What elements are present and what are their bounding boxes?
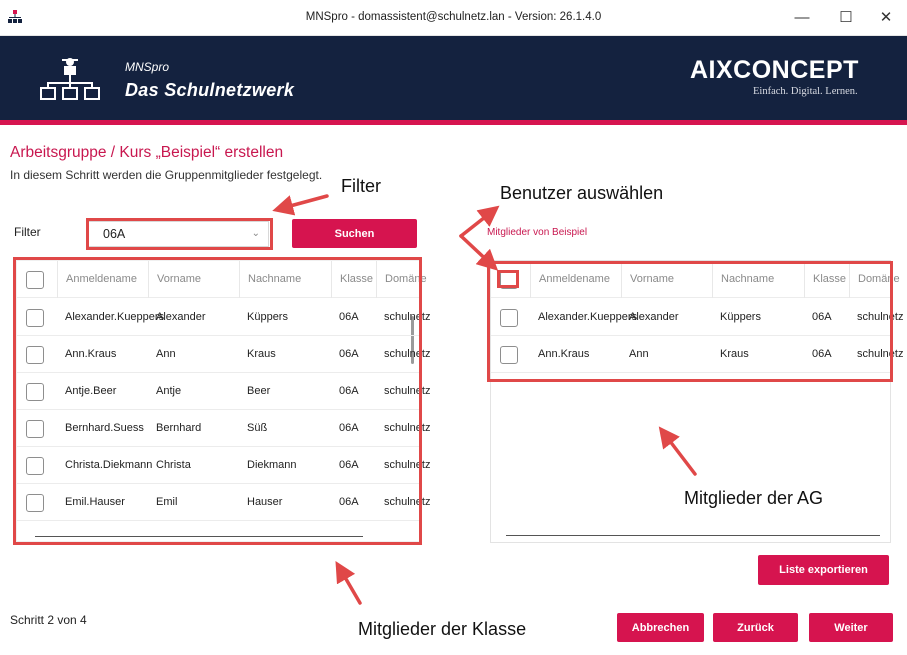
row-checkbox[interactable]	[500, 309, 518, 327]
cell-first: Alexander	[629, 311, 679, 323]
cell-domain: schulnetz	[384, 459, 431, 471]
table-row[interactable]	[17, 336, 431, 373]
column-header[interactable]: Domäne	[849, 261, 893, 298]
annotation-label-group-members: Mitglieder der AG	[684, 488, 824, 508]
table-header-row	[17, 261, 427, 298]
cell-login: Ann.Kraus	[538, 348, 590, 360]
row-checkbox[interactable]	[26, 383, 44, 401]
cell-class: 06A	[339, 496, 359, 508]
cell-last: Beer	[247, 385, 271, 397]
table-row[interactable]	[17, 373, 431, 410]
cell-last: Süß	[247, 422, 268, 434]
column-header[interactable]: Klasse	[331, 261, 375, 298]
class-filter-select[interactable]	[88, 221, 269, 247]
checkbox-column-header	[17, 261, 57, 298]
next-button[interactable]: Weiter	[809, 613, 893, 642]
checkbox-column-header	[491, 261, 530, 298]
title-bar	[0, 0, 907, 36]
cell-class: 06A	[812, 311, 832, 323]
horizontal-scrollbar[interactable]	[35, 536, 363, 537]
row-checkbox[interactable]	[26, 494, 44, 512]
cell-domain: schulnetz	[384, 422, 431, 434]
column-header[interactable]: Vorname	[621, 261, 711, 298]
cell-first: Antje	[156, 385, 182, 397]
row-checkbox[interactable]	[26, 309, 44, 327]
page-subtitle: In diesem Schritt werden die Gruppenmitglieder festgelegt.	[10, 168, 323, 182]
cell-first: Christa	[156, 459, 191, 471]
cell-last: Küppers	[720, 311, 761, 323]
cell-login: Ann.Kraus	[65, 348, 117, 360]
export-list-button[interactable]: Liste exportieren	[758, 555, 889, 585]
horizontal-scrollbar[interactable]	[506, 535, 880, 536]
cell-class: 06A	[339, 459, 359, 471]
class-members-table[interactable]	[16, 260, 431, 542]
cell-login: Alexander.Kueppers	[538, 311, 638, 323]
annotation-label-select-users: Benutzer auswählen	[500, 183, 664, 203]
page-title: Arbeitsgruppe / Kurs „Beispiel“ erstellen	[10, 144, 284, 161]
cell-login: Alexander.Kueppers	[65, 311, 165, 323]
filter-value: 06A	[103, 227, 126, 241]
arrow-to-filter	[279, 196, 327, 209]
column-header[interactable]: Anmeldename	[57, 261, 147, 298]
column-header[interactable]: Vorname	[148, 261, 238, 298]
company-logo: AIXCONCEPT	[690, 56, 859, 84]
table-row[interactable]	[491, 336, 904, 373]
cell-last: Kraus	[247, 348, 276, 360]
cell-class: 06A	[339, 311, 359, 323]
cell-first: Ann	[629, 348, 649, 360]
cell-last: Küppers	[247, 311, 288, 323]
cell-domain: schulnetz	[857, 311, 904, 323]
cell-domain: schulnetz	[384, 348, 431, 360]
window-title: MNSpro - domassistent@schulnetz.lan - Version: 26.1.4.0	[305, 11, 602, 23]
cell-first: Bernhard	[156, 422, 202, 434]
cell-class: 06A	[339, 385, 359, 397]
cell-last: Hauser	[247, 496, 283, 508]
column-header[interactable]: Nachname	[712, 261, 803, 298]
arrow-to-select-all	[461, 236, 493, 266]
table-row[interactable]	[17, 484, 431, 521]
cell-domain: schulnetz	[384, 496, 431, 508]
banner-accent-strip	[0, 120, 907, 125]
cell-login: Bernhard.Suess	[65, 422, 144, 434]
cell-last: Diekmann	[247, 459, 297, 471]
company-claim: Einfach. Digital. Lernen.	[753, 86, 858, 97]
cell-domain: schulnetz	[857, 348, 904, 360]
annotation-label-class-members: Mitglieder der Klasse	[358, 619, 527, 639]
network-logo-icon	[40, 56, 100, 106]
cell-domain: schulnetz	[384, 385, 431, 397]
cell-login: Antje.Beer	[65, 385, 117, 397]
product-label-small: MNSpro	[125, 60, 170, 74]
filter-label: Filter	[14, 225, 41, 239]
table-row[interactable]	[17, 299, 431, 336]
product-name: Das Schulnetzwerk	[125, 80, 295, 100]
annotation-label-filter: Filter	[341, 176, 381, 196]
row-checkbox[interactable]	[500, 346, 518, 364]
minimize-button[interactable]: —	[794, 8, 810, 26]
cancel-button[interactable]: Abbrechen	[617, 613, 704, 642]
search-button[interactable]: Suchen	[292, 219, 417, 248]
back-button[interactable]: Zurück	[713, 613, 798, 642]
step-indicator: Schritt 2 von 4	[10, 613, 87, 627]
cell-domain: schulnetz	[384, 311, 431, 323]
close-button[interactable]: ✕	[879, 9, 893, 26]
cell-first: Emil	[156, 496, 178, 508]
arrow-to-class-table	[339, 567, 360, 603]
cell-first: Alexander	[156, 311, 206, 323]
row-checkbox[interactable]	[26, 420, 44, 438]
maximize-button[interactable]: ☐	[839, 9, 853, 26]
cell-login: Christa.Diekmann	[65, 459, 153, 471]
table-row[interactable]	[17, 447, 431, 484]
cell-first: Ann	[156, 348, 176, 360]
row-checkbox[interactable]	[26, 346, 44, 364]
cell-last: Kraus	[720, 348, 749, 360]
row-checkbox[interactable]	[26, 457, 44, 475]
column-header[interactable]: Klasse	[804, 261, 848, 298]
column-header[interactable]: Nachname	[239, 261, 330, 298]
chevron-down-icon: ⌄	[251, 228, 260, 239]
cell-login: Emil.Hauser	[65, 496, 125, 508]
table-header-row	[491, 261, 900, 298]
cell-class: 06A	[339, 422, 359, 434]
cell-class: 06A	[339, 348, 359, 360]
table-row[interactable]	[17, 410, 431, 447]
table-row[interactable]	[491, 299, 904, 336]
cell-class: 06A	[812, 348, 832, 360]
header-banner	[0, 36, 907, 120]
group-members-label: Mitglieder von Beispiel	[487, 227, 588, 238]
column-header[interactable]: Anmeldename	[530, 261, 620, 298]
column-header[interactable]: Domäne	[376, 261, 416, 298]
